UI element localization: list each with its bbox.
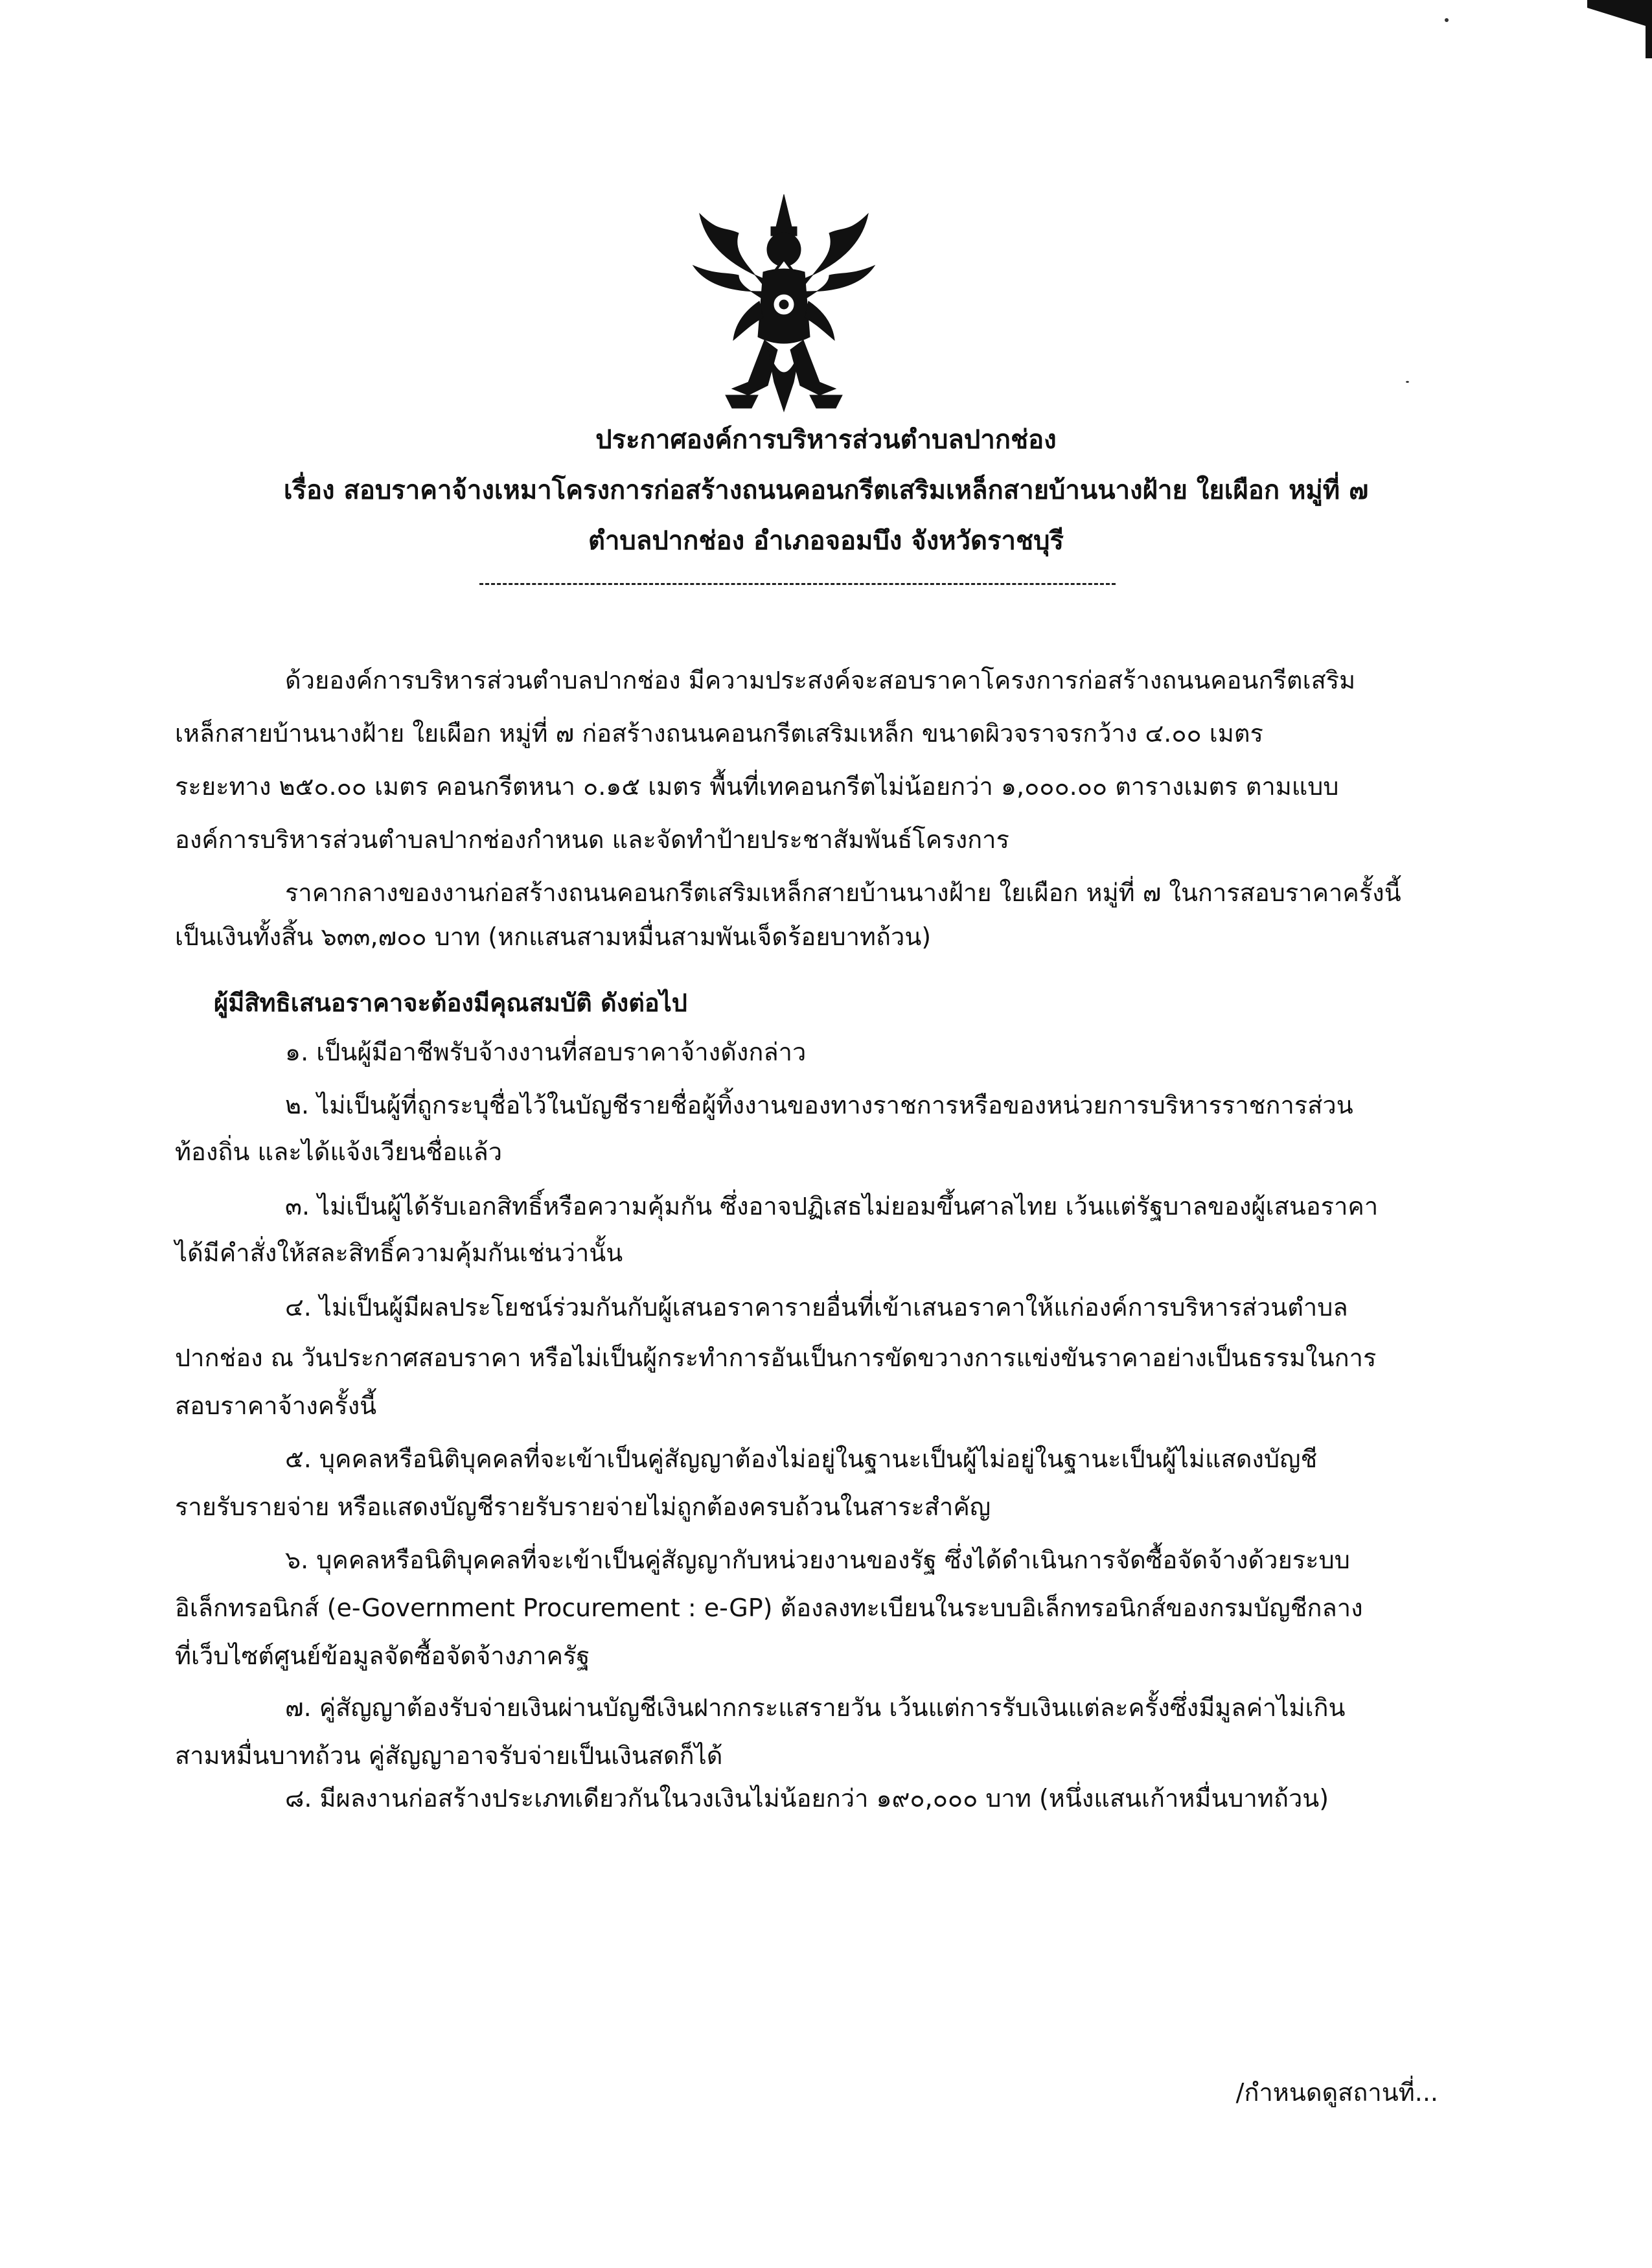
qualification-item: ๖. บุคคลหรือนิติบุคคลที่จะเข้าเป็นคู่สัญญากับหน่วยงานของรัฐ ซึ่งได้ดำเนินการจัดซื้อจัดจ้างด้วยระบบ	[285, 1546, 1350, 1574]
qualification-item: สอบราคาจ้างครั้งนี้	[175, 1392, 377, 1420]
qualification-item: ๗. คู่สัญญาต้องรับจ่ายเงินผ่านบัญชีเงินฝากกระแสรายวัน เว้นแต่การรับเงินแต่ละครั้งซึ่งมีมูลค่าไม่เกิน	[285, 1693, 1346, 1722]
announcement-location: ตำบลปากช่อง อำเภอจอมบึง จังหวัดราชบุรี	[588, 526, 1064, 556]
scan-speck	[1406, 381, 1409, 383]
paragraph-line: ด้วยองค์การบริหารส่วนตำบลปากช่อง มีความประสงค์จะสอบราคาโครงการก่อสร้างถนนคอนกรีตเสริม	[285, 666, 1356, 694]
qualification-item: ได้มีคำสั่งให้สละสิทธิ์ความคุ้มกันเช่นว่านั้น	[175, 1239, 623, 1267]
qualification-item: รายรับรายจ่าย หรือแสดงบัญชีรายรับรายจ่ายไม่ถูกต้องครบถ้วนในสาระสำคัญ	[175, 1493, 991, 1521]
qualification-item: ๘. มีผลงานก่อสร้างประเภทเดียวกันในวงเงินไม่น้อยกว่า ๑๙๐,๐๐๐ บาท (หนึ่งแสนเก้าหมื่นบาทถ้วน)	[285, 1784, 1329, 1813]
qualification-item: ๑. เป็นผู้มีอาชีพรับจ้างงานที่สอบราคาจ้างดังกล่าว	[285, 1038, 807, 1066]
announcement-title: ประกาศองค์การบริหารส่วนตำบลปากช่อง	[595, 425, 1057, 455]
garuda-emblem-icon	[687, 188, 881, 421]
qualification-item: ๓. ไม่เป็นผู้ได้รับเอกสิทธิ์หรือความคุ้มกัน ซึ่งอาจปฏิเสธไม่ยอมขึ้นศาลไทย เว้นแต่รัฐบาลของผู้เสนอราคา	[285, 1192, 1379, 1220]
qualification-item: ปากช่อง ณ วันประกาศสอบราคา หรือไม่เป็นผู้กระทำการอันเป็นการขัดขวางการแข่งขันราคาอย่างเป็นธรรมในการ	[175, 1344, 1377, 1372]
continuation-note: /กำหนดดูสถานที่...	[1235, 2078, 1438, 2107]
heading-divider	[479, 583, 1116, 585]
qualification-item: ท้องถิ่น และได้แจ้งเวียนชื่อแล้ว	[175, 1138, 503, 1166]
qualification-item: ที่เว็บไซต์ศูนย์ข้อมูลจัดซื้อจัดจ้างภาครัฐ	[175, 1642, 590, 1670]
qualification-item: ๔. ไม่เป็นผู้มีผลประโยชน์ร่วมกันกับผู้เสนอราคารายอื่นที่เข้าเสนอราคาให้แก่องค์การบริหารส่วนตำบล	[285, 1293, 1348, 1322]
scan-corner-mark	[1574, 0, 1652, 58]
qualifications-heading: ผู้มีสิทธิเสนอราคาจะต้องมีคุณสมบัติ ดังต่อไป	[214, 989, 687, 1017]
scan-speck	[1445, 18, 1449, 22]
qualification-item: สามหมื่นบาทถ้วน คู่สัญญาอาจรับจ่ายเป็นเงินสดก็ได้	[175, 1741, 723, 1770]
paragraph-line: องค์การบริหารส่วนตำบลปากช่องกำหนด และจัดทำป้ายประชาสัมพันธ์โครงการ	[175, 825, 1009, 854]
qualification-item: อิเล็กทรอนิกส์ (e-Government Procurement : e-GP) ต้องลงทะเบียนในระบบอิเล็กทรอนิกส์ของกรมบัญชีกลาง	[175, 1594, 1363, 1622]
paragraph-line: ราคากลางของงานก่อสร้างถนนคอนกรีตเสริมเหล็กสายบ้านนางฝ้าย ใยเผือก หมู่ที่ ๗ ในการสอบราคาครั้งนี้	[285, 878, 1401, 907]
paragraph-line: เหล็กสายบ้านนางฝ้าย ใยเผือก หมู่ที่ ๗ ก่อสร้างถนนคอนกรีตเสริมเหล็ก ขนาดผิวจราจรกว้าง ๔.๐๐ เมตร	[175, 719, 1263, 748]
paragraph-line: ระยะทาง ๒๕๐.๐๐ เมตร คอนกรีตหนา ๐.๑๕ เมตร พื้นที่เทคอนกรีตไม่น้อยกว่า ๑,๐๐๐.๐๐ ตารางเมตร ตามแบบ	[175, 772, 1339, 801]
announcement-subject: เรื่อง สอบราคาจ้างเหมาโครงการก่อสร้างถนนคอนกรีตเสริมเหล็กสายบ้านนางฝ้าย ใยเผือก หมู่ที่ ๗	[283, 475, 1369, 505]
paragraph-line: เป็นเงินทั้งสิ้น ๖๓๓,๗๐๐ บาท (หกแสนสามหมื่นสามพันเจ็ดร้อยบาทถ้วน)	[175, 922, 932, 951]
qualification-item: ๒. ไม่เป็นผู้ที่ถูกระบุชื่อไว้ในบัญชีรายชื่อผู้ทิ้งงานของทางราชการหรือของหน่วยการบริหารราชการส่วน	[285, 1091, 1353, 1119]
qualification-item: ๕. บุคคลหรือนิติบุคคลที่จะเข้าเป็นคู่สัญญาต้องไม่อยู่ในฐานะเป็นผู้ไม่อยู่ในฐานะเป็นผู้ไม่แสดงบัญชี	[285, 1445, 1318, 1473]
